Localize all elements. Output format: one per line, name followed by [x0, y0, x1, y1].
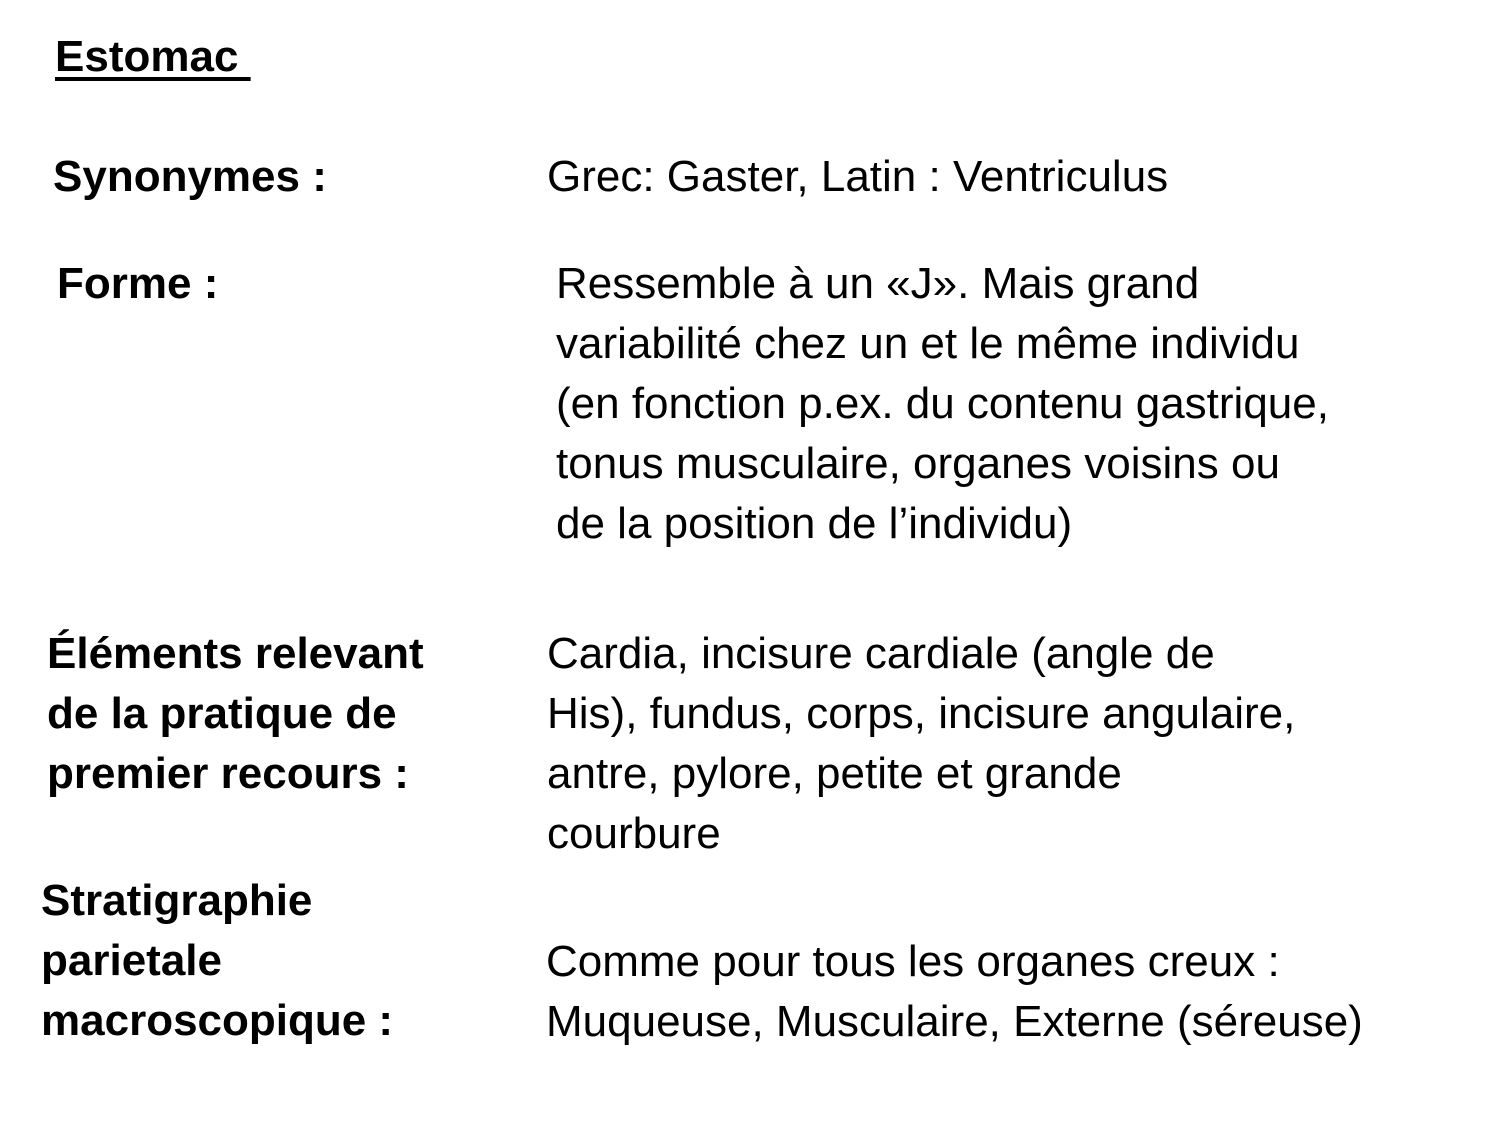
value-line: Comme pour tous les organes creux : — [546, 937, 1280, 986]
value-line: Ressemble à un «J». Mais grand — [556, 259, 1200, 308]
forme-value — [556, 254, 1329, 554]
value-line: antre, pylore, petite et grande — [547, 749, 1122, 798]
synonymes-value — [547, 147, 1168, 207]
elements-label — [47, 624, 424, 804]
value-line: Cardia, incisure cardiale (angle de — [547, 629, 1215, 678]
page-title: Estomac — [55, 32, 251, 81]
label-line: parietale — [41, 936, 222, 985]
label-line: Synonymes : — [53, 152, 327, 201]
label-line: premier recours : — [47, 749, 409, 798]
label-line: macroscopique : — [41, 996, 394, 1045]
label-line: de la pratique de — [47, 689, 397, 738]
value-line: Muqueuse, Musculaire, Externe (séreuse) — [546, 997, 1363, 1046]
stratigraphie-value — [546, 932, 1363, 1052]
stratigraphie-label — [41, 871, 393, 1051]
value-line: courbure — [547, 809, 721, 858]
value-line: (en fonction p.ex. du contenu gastrique, — [556, 379, 1329, 428]
value-line: Grec: Gaster, Latin : Ventriculus — [547, 152, 1169, 201]
value-line: His), fundus, corps, incisure angulaire, — [547, 689, 1296, 738]
label-line: Éléments relevant — [47, 629, 424, 678]
elements-value — [547, 624, 1295, 864]
label-line: Forme : — [57, 259, 219, 308]
forme-label — [57, 254, 218, 314]
value-line: tonus musculaire, organes voisins ou — [556, 439, 1280, 488]
synonymes-label — [53, 147, 327, 207]
value-line: de la position de l’individu) — [556, 499, 1073, 548]
value-line: variabilité chez un et le même individu — [556, 319, 1300, 368]
label-line: Stratigraphie — [41, 876, 313, 925]
